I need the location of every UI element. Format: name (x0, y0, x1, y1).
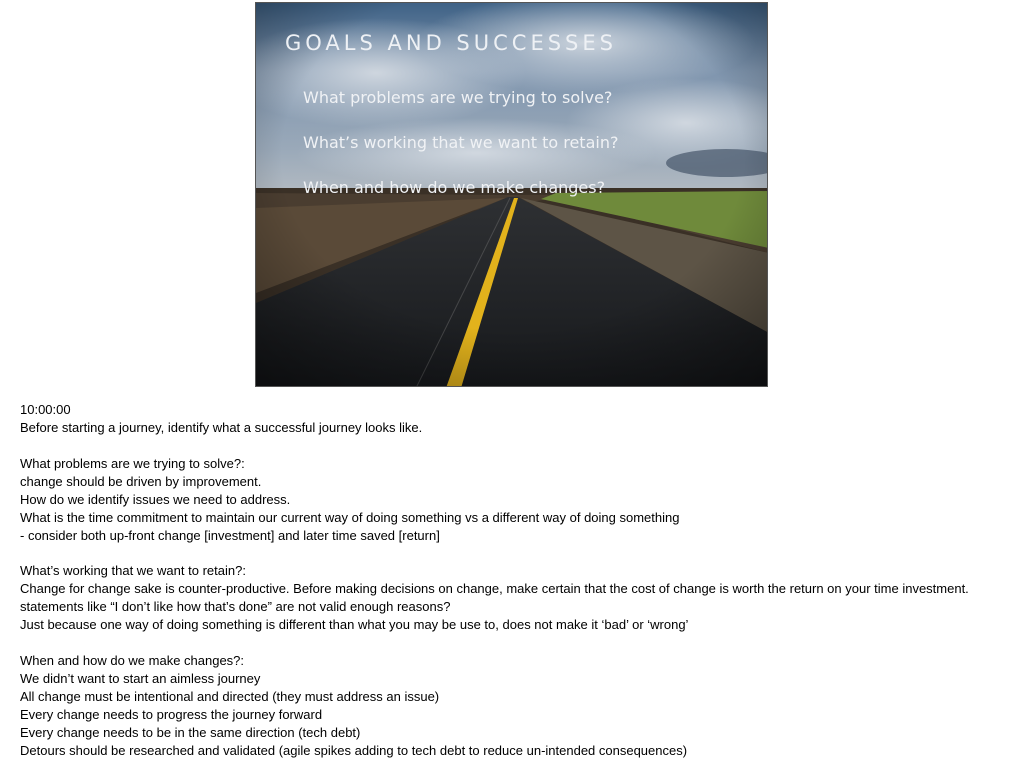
notes-line: What is the time commitment to maintain our current way of doing something vs a different way of doing something (20, 509, 680, 525)
slide-bullet: What problems are we trying to solve? (303, 88, 613, 107)
notes-line: Every change needs to progress the journey forward (20, 706, 323, 722)
notes-line: How do we identify issues we need to address. (20, 491, 291, 507)
notes-line: Detours should be researched and validated (agile spikes adding to tech debt to reduce un-intended consequences) (20, 742, 688, 758)
slide-image (255, 2, 768, 387)
notes-intro: Before starting a journey, identify what a successful journey looks like. (20, 420, 423, 435)
notes-line: All change must be intentional and directed (they must address an issue) (20, 688, 440, 704)
notes-line: Every change needs to be in the same direction (tech debt) (20, 724, 361, 740)
notes-line: change should be driven by improvement. (20, 473, 262, 489)
speaker-notes (20, 401, 1010, 760)
notes-line: Just because one way of doing something is different than what you may be use to, does not make it ‘bad’ or ‘wrong’ (20, 617, 689, 632)
notes-line: We didn’t want to start an aimless journey (20, 670, 261, 686)
notes-line: statements like “I don’t like how that’s done” are not valid enough reasons? (20, 599, 451, 614)
notes-section-heading: What problems are we trying to solve?: (20, 455, 245, 471)
notes-section-heading: When and how do we make changes?: (20, 652, 245, 668)
notes-section-heading: What’s working that we want to retain?: (20, 563, 246, 578)
notes-line: Change for change sake is counter-productive. Before making decisions on change, make certain that the cost of change is worth the return on your time investment. (20, 581, 969, 596)
notes-timestamp: 10:00:00 (20, 402, 71, 417)
slide-bullet: What’s working that we want to retain? (303, 133, 619, 152)
slide-title: GOALS AND SUCCESSES (285, 31, 617, 55)
slide-bullet: When and how do we make changes? (303, 178, 606, 197)
notes-line: - consider both up-front change [investment] and later time saved [return] (20, 527, 440, 543)
